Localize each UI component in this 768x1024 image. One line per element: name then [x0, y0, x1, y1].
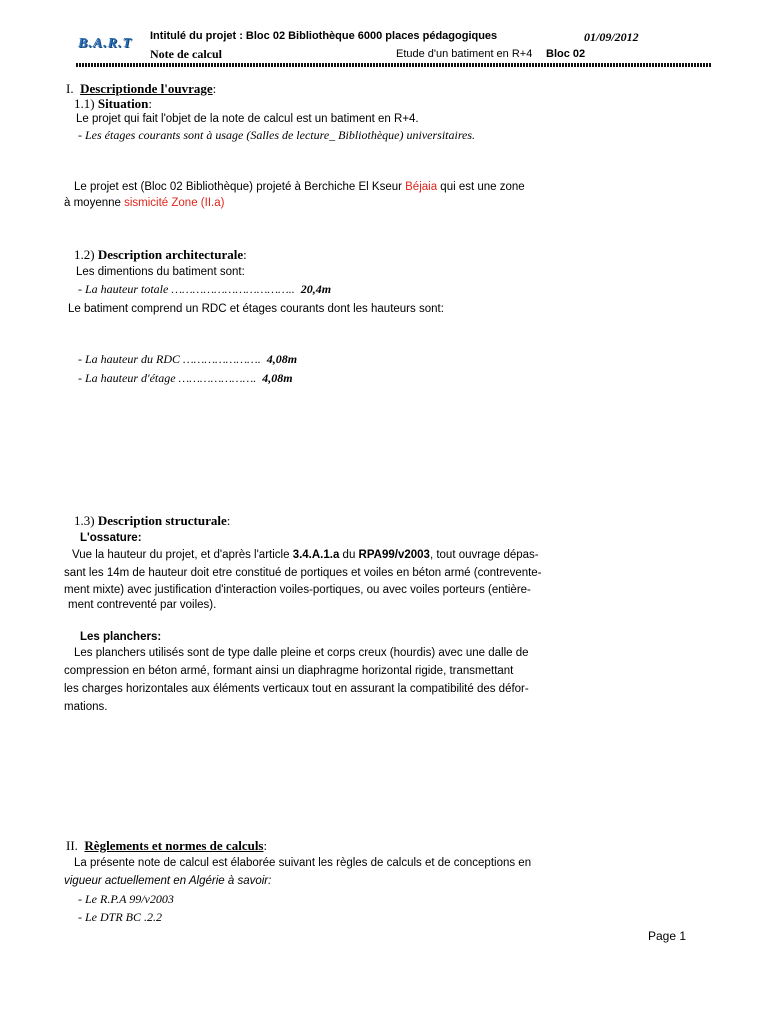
situation-line-1: Le projet qui fait l'objet de la note de calcul est un batiment en R+4. — [76, 113, 419, 125]
total-height-label: - La hauteur totale …………………………….. — [78, 282, 295, 296]
ossature-line-1 — [72, 549, 539, 561]
seismic-zone-highlight: sismicité Zone (II.a) — [124, 197, 225, 209]
project-title: Intitulé du projet : Bloc 02 Bibliothèque 6000 places pédagogiques — [150, 30, 498, 42]
situation-line-2: - Les étages courants sont à usage (Salles de lecture_ Bibliothèque) universitaires. — [78, 128, 476, 142]
ossature-heading: L'ossature: — [80, 532, 142, 544]
subsection-1-1-colon: : — [148, 96, 153, 111]
subsection-1-2-number: 1.2) — [74, 247, 95, 262]
section-1-colon: : — [212, 81, 217, 96]
ossature-line-3: ment mixte) avec justification d'interaction voiles-portiques, ou avec voiles porteurs (entière- — [64, 584, 531, 596]
floor-height-label: - La hauteur d'étage …………………. — [78, 371, 257, 385]
regulation-item-dtr: - Le DTR BC .2.2 — [78, 910, 162, 924]
document-date: 01/09/2012 — [584, 30, 639, 44]
subsection-1-1-title: Situation — [97, 96, 149, 111]
planchers-heading: Les planchers: — [80, 631, 162, 643]
subsection-1-1-number: 1.1) — [74, 96, 95, 111]
section-2-colon: : — [263, 838, 268, 853]
section-1-title: Descriptionde l'ouvrage — [80, 81, 213, 96]
rdc-height-row — [78, 352, 297, 367]
planchers-line-4: mations. — [64, 701, 108, 713]
subsection-1-3-title: Description structurale — [97, 513, 227, 528]
ossature-line-1-d: , tout ouvrage dépas- — [429, 549, 539, 561]
situation-line-4 — [64, 197, 224, 209]
subsection-1-3-heading — [74, 513, 230, 529]
section-1-heading — [66, 81, 216, 97]
subsection-1-1-heading — [74, 96, 152, 112]
document-type: Note de calcul — [150, 47, 222, 61]
floors-intro: Le batiment comprend un RDC et étages courants dont les hauteurs sont: — [68, 303, 444, 315]
total-height-row — [78, 282, 331, 297]
dimensions-intro: Les dimentions du batiment sont: — [76, 266, 245, 278]
section-1-number: I. — [66, 81, 74, 96]
total-height-value: 20,4m — [300, 282, 332, 296]
subsection-1-3-colon: : — [226, 513, 231, 528]
situation-line-4-text: à moyenne — [64, 197, 125, 209]
rdc-height-value: 4,08m — [266, 352, 298, 366]
section-2-heading — [66, 838, 267, 854]
situation-line-3-end: qui est une zone — [437, 181, 525, 193]
company-logo: B.A.R.T — [78, 36, 133, 51]
subsection-1-3-number: 1.3) — [74, 513, 95, 528]
page-number: Page 1 — [648, 929, 687, 943]
subsection-1-2-title: Description architecturale — [97, 247, 244, 262]
floor-height-value: 4,08m — [262, 371, 293, 385]
section-2-title: Règlements et normes de calculs — [84, 838, 264, 853]
regulations-line-2: vigueur actuellement en Algérie à savoir: — [64, 875, 272, 887]
ossature-line-1-a: Vue la hauteur du projet, et d'après l'article — [72, 549, 293, 561]
rpa-article-ref: 3.4.A.1.a — [292, 549, 340, 561]
regulations-line-1: La présente note de calcul est élaborée suivant les règles de calculs et de conceptions en — [74, 857, 532, 869]
planchers-line-3: les charges horizontales aux éléments verticaux tout en assurant la compatibilité des défor- — [64, 683, 529, 695]
subsection-1-2-colon: : — [243, 247, 247, 262]
situation-line-3-text: Le projet est (Bloc 02 Bibliothèque) projeté à Berchiche El Kseur — [74, 181, 406, 193]
rdc-height-label: - La hauteur du RDC …………………. — [78, 352, 261, 366]
header-rule — [76, 63, 712, 67]
ossature-line-1-c: du — [339, 549, 359, 561]
floor-height-row — [78, 371, 293, 386]
situation-line-3 — [74, 181, 525, 193]
study-title: Etude d'un batiment en R+4 — [396, 48, 533, 60]
bloc-label: Bloc 02 — [546, 48, 586, 60]
planchers-line-1: Les planchers utilisés sont de type dalle pleine et corps creux (hourdis) avec une dalle de — [74, 647, 529, 659]
planchers-line-2: compression en béton armé, formant ainsi un diaphragme horizontal rigide, transmettant — [64, 665, 514, 677]
regulation-item-rpa: - Le R.P.A 99/v2003 — [78, 892, 174, 906]
ossature-line-2: sant les 14m de hauteur doit etre constitué de portiques et voiles en béton armé (contrevente- — [64, 567, 542, 579]
ossature-line-4: ment contreventé par voiles). — [68, 599, 217, 611]
rpa-version-ref: RPA99/v2003 — [358, 549, 430, 561]
subsection-1-2-heading — [74, 247, 247, 263]
location-highlight: Béjaia — [405, 181, 438, 193]
section-2-number: II. — [66, 838, 78, 853]
